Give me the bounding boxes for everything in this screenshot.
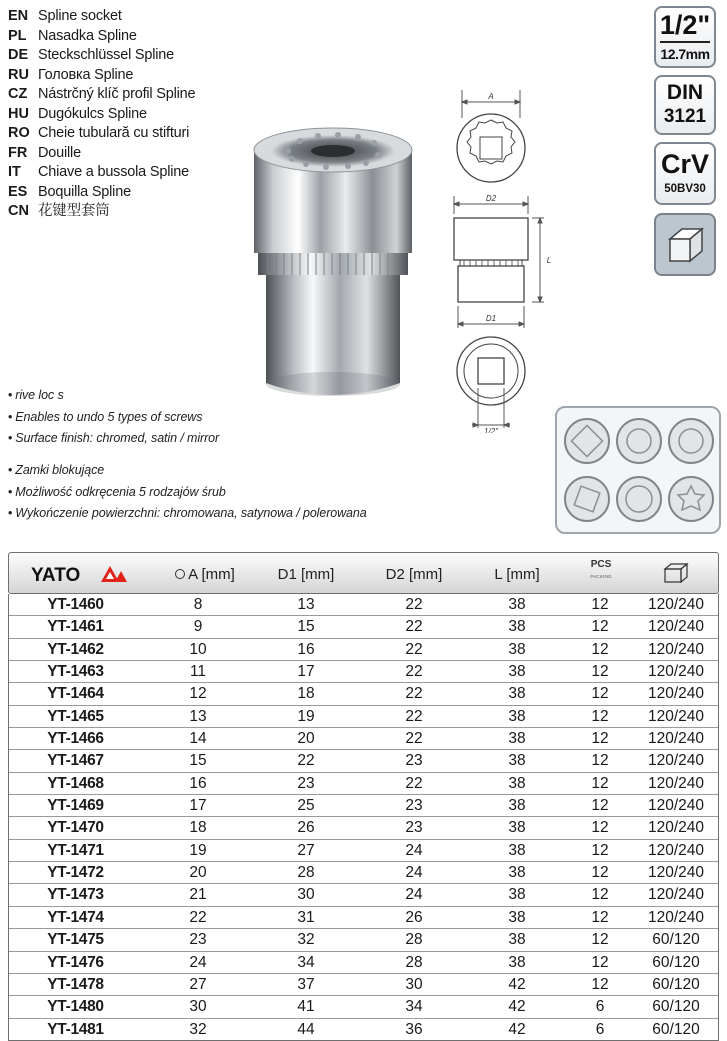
- cell-a: 18: [189, 819, 207, 837]
- bullet-dot-icon: •: [8, 506, 13, 520]
- language-code: ES: [8, 183, 28, 200]
- cell-a: 22: [189, 908, 207, 926]
- cell-d2: 24: [405, 886, 423, 904]
- cell-pcs: 12: [591, 886, 609, 904]
- product-code: YT-1466: [47, 730, 104, 748]
- product-table: [8, 552, 719, 1041]
- yato-logo-icon: [31, 562, 131, 586]
- cell-d2: 23: [405, 819, 423, 837]
- cell-packing: 120/240: [647, 730, 705, 748]
- language-row: [8, 66, 195, 86]
- cell-d2: 22: [405, 707, 423, 725]
- table-row: [9, 974, 718, 996]
- cell-pcs: 12: [591, 752, 609, 770]
- product-code: YT-1472: [47, 864, 104, 882]
- technical-drawings: [440, 88, 560, 433]
- product-code: YT-1463: [47, 663, 104, 681]
- cell-d1: 26: [297, 819, 315, 837]
- cell-d1: 28: [297, 864, 315, 882]
- cell-packing: 120/240: [647, 864, 705, 882]
- cell-l: 38: [508, 618, 526, 636]
- table-row: [9, 773, 718, 795]
- language-list: [8, 7, 195, 222]
- product-code: YT-1481: [47, 1020, 104, 1038]
- cell-l: 38: [508, 663, 526, 681]
- product-code: YT-1476: [47, 953, 104, 971]
- col-d2-header: D2 [mm]: [385, 566, 443, 583]
- product-code: YT-1467: [47, 752, 104, 770]
- cell-packing: 120/240: [647, 663, 705, 681]
- cell-l: 42: [508, 1020, 526, 1038]
- cell-a: 32: [189, 1020, 207, 1038]
- brand-name: YATO: [31, 565, 81, 586]
- language-name: Nasadka Spline: [38, 27, 137, 44]
- cell-packing: 120/240: [647, 596, 705, 613]
- cell-d1: 15: [297, 618, 315, 636]
- din-number: 3121: [663, 106, 707, 127]
- cell-l: 38: [508, 908, 526, 926]
- cell-l: 38: [508, 864, 526, 882]
- ring-icon: [175, 569, 185, 579]
- feature-bullet: [8, 482, 367, 504]
- cell-a: 27: [189, 975, 207, 993]
- language-code: CN: [8, 203, 29, 219]
- cell-l: 38: [508, 931, 526, 949]
- bullet-dot-icon: •: [8, 388, 13, 402]
- cell-a: 24: [189, 953, 207, 971]
- cell-d1: 34: [297, 953, 315, 971]
- cell-d1: 32: [297, 931, 315, 949]
- language-name: Chiave a bussola Spline: [38, 164, 189, 180]
- cell-packing: 60/120: [652, 975, 700, 993]
- cell-packing: 60/120: [652, 998, 700, 1016]
- cell-a: 30: [189, 998, 207, 1016]
- cell-packing: 120/240: [647, 685, 705, 703]
- din-standard-badge: [654, 75, 716, 135]
- cell-packing: 120/240: [647, 640, 705, 658]
- table-row: [9, 817, 718, 839]
- language-code: FR: [8, 144, 28, 161]
- cell-d2: 24: [405, 864, 423, 882]
- spline-profile-icons: [561, 412, 717, 530]
- cell-d2: 24: [405, 841, 423, 859]
- cell-a: 11: [189, 663, 207, 681]
- cell-pcs: 6: [595, 998, 605, 1016]
- cell-d2: 22: [405, 774, 423, 792]
- cell-l: 42: [508, 998, 526, 1016]
- col-d1-header: D1 [mm]: [277, 566, 335, 583]
- language-row: [8, 202, 195, 222]
- dim-drive-label: 1/2": [484, 427, 498, 433]
- drive-size-mm: 12.7mm: [660, 46, 710, 62]
- spline-socket-photo: [248, 125, 418, 400]
- cell-pcs: 12: [591, 908, 609, 926]
- cell-d2: 22: [405, 685, 423, 703]
- cell-d1: 18: [297, 685, 315, 703]
- cell-l: 38: [508, 640, 526, 658]
- product-code: YT-1478: [47, 975, 104, 993]
- product-code: YT-1470: [47, 819, 104, 837]
- cell-d2: 26: [405, 908, 423, 926]
- table-header: [8, 552, 719, 594]
- cell-a: 13: [189, 707, 207, 725]
- cell-d2: 22: [405, 596, 423, 613]
- language-code: IT: [8, 164, 21, 180]
- cell-packing: 120/240: [647, 618, 705, 636]
- language-row: [8, 85, 195, 105]
- bullet-dot-icon: •: [8, 463, 13, 477]
- product-code: YT-1480: [47, 998, 104, 1016]
- brand-logo: [31, 553, 131, 593]
- language-name: Nástrčný klíč profil Spline: [38, 86, 196, 102]
- language-name: Douille: [38, 144, 81, 161]
- cell-l: 38: [508, 953, 526, 971]
- language-code: RO: [8, 125, 30, 141]
- product-code: YT-1460: [47, 596, 104, 613]
- table-row: [9, 907, 718, 929]
- spline-profiles-panel: [555, 406, 721, 534]
- table-row: [9, 996, 718, 1018]
- cell-d1: 25: [297, 797, 315, 815]
- cell-packing: 120/240: [647, 752, 705, 770]
- table-row: [9, 594, 718, 616]
- dim-d1-label: D1: [485, 314, 497, 323]
- table-row: [9, 840, 718, 862]
- cell-d2: 28: [405, 953, 423, 971]
- cell-d1: 41: [297, 998, 315, 1016]
- feature-text: Możliwość odkręcenia 5 rodzajów śrub: [15, 484, 226, 499]
- cell-pcs: 12: [591, 618, 609, 636]
- table-row: [9, 929, 718, 951]
- cell-pcs: 12: [591, 797, 609, 815]
- language-row: [8, 46, 195, 66]
- feature-text: Enables to undo 5 types of screws: [15, 409, 203, 424]
- cell-a: 12: [189, 685, 207, 703]
- cell-d1: 16: [297, 640, 315, 658]
- cell-packing: 60/120: [652, 953, 700, 971]
- cell-a: 9: [193, 618, 203, 636]
- feature-bullet: [8, 428, 219, 450]
- cell-d2: 22: [405, 640, 423, 658]
- language-row: [8, 163, 195, 183]
- feature-bullet: [8, 460, 367, 482]
- product-code: YT-1465: [47, 707, 104, 725]
- finish-badge: [654, 213, 716, 276]
- table-row: [9, 706, 718, 728]
- cell-packing: 120/240: [647, 819, 705, 837]
- cell-l: 38: [508, 730, 526, 748]
- cell-packing: 120/240: [647, 774, 705, 792]
- dim-l-label: L: [546, 256, 552, 265]
- cell-d1: 20: [297, 730, 315, 748]
- table-row: [9, 750, 718, 772]
- cell-pcs: 12: [591, 730, 609, 748]
- feature-text: Zamki blokujące: [15, 463, 105, 477]
- product-code: YT-1474: [47, 908, 104, 926]
- drive-size-inch: 1/2": [659, 10, 711, 40]
- cell-a: 8: [193, 596, 203, 613]
- cell-a: 19: [189, 841, 207, 859]
- material-badge: [654, 142, 716, 205]
- language-row: [8, 7, 195, 27]
- cell-d2: 22: [405, 730, 423, 748]
- cell-d1: 13: [297, 596, 315, 613]
- dim-d2-label: D2: [485, 194, 497, 203]
- cell-d1: 22: [297, 752, 315, 770]
- language-name: Spline socket: [38, 8, 122, 24]
- cell-d2: 36: [405, 1020, 423, 1038]
- cell-a: 23: [189, 931, 207, 949]
- cell-l: 38: [508, 797, 526, 815]
- bullet-dot-icon: •: [8, 484, 13, 499]
- cell-d1: 17: [297, 663, 315, 681]
- cell-a: 10: [189, 640, 207, 658]
- cell-pcs: 12: [591, 640, 609, 658]
- language-name: Dugókulcs Spline: [38, 105, 147, 122]
- features-pl: [8, 460, 367, 525]
- cell-d1: 37: [297, 975, 315, 993]
- cell-packing: 120/240: [647, 908, 705, 926]
- material-grade: 50BV30: [664, 183, 706, 195]
- cell-d2: 22: [405, 663, 423, 681]
- table-row: [9, 1019, 718, 1040]
- cell-d2: 22: [405, 618, 423, 636]
- language-name: Cheie tubulară cu stifturi: [38, 125, 190, 141]
- cell-l: 38: [508, 707, 526, 725]
- table-row: [9, 728, 718, 750]
- product-code: YT-1471: [47, 841, 104, 859]
- cell-l: 38: [508, 774, 526, 792]
- bullet-dot-icon: •: [8, 431, 13, 445]
- cell-pcs: 12: [591, 953, 609, 971]
- cell-packing: 60/120: [652, 931, 700, 949]
- cell-d2: 30: [405, 975, 423, 993]
- language-code: PL: [8, 27, 27, 44]
- cell-l: 38: [508, 819, 526, 837]
- cube-icon: [666, 225, 706, 265]
- cell-pcs: 12: [591, 707, 609, 725]
- table-row: [9, 952, 718, 974]
- dim-a-label: A: [488, 92, 494, 101]
- language-row: [8, 183, 195, 203]
- table-row: [9, 884, 718, 906]
- cell-packing: 120/240: [647, 797, 705, 815]
- product-code: YT-1475: [47, 931, 104, 949]
- drive-size-badge: [654, 6, 716, 68]
- language-code: HU: [8, 105, 29, 122]
- cell-a: 17: [189, 797, 207, 815]
- pcs-sublabel: PACKING: [590, 574, 612, 579]
- language-row: [8, 27, 195, 47]
- cell-l: 38: [508, 841, 526, 859]
- material-label: CrV: [660, 149, 709, 179]
- language-code: EN: [8, 8, 29, 24]
- table-row: [9, 661, 718, 683]
- cell-pcs: 12: [591, 931, 609, 949]
- cell-pcs: 12: [591, 596, 609, 613]
- language-row: [8, 144, 195, 164]
- product-code: YT-1462: [47, 640, 104, 658]
- cell-d2: 23: [405, 752, 423, 770]
- cell-pcs: 12: [591, 663, 609, 681]
- cell-l: 38: [508, 886, 526, 904]
- feature-text: Surface finish: chromed, satin / mirror: [15, 431, 220, 445]
- cell-d2: 28: [405, 931, 423, 949]
- product-code: YT-1461: [47, 618, 104, 636]
- cell-l: 38: [508, 752, 526, 770]
- feature-text: rive loc s: [15, 388, 64, 402]
- language-code: CZ: [8, 86, 28, 102]
- cell-l: 38: [508, 685, 526, 703]
- language-row: [8, 124, 195, 144]
- pcs-label: PCS: [590, 559, 612, 570]
- cell-l: 42: [508, 975, 526, 993]
- din-label: DIN: [666, 81, 704, 104]
- product-code: YT-1469: [47, 797, 104, 815]
- col-a-label: A [mm]: [188, 566, 235, 583]
- product-code: YT-1473: [47, 886, 104, 904]
- table-row: [9, 683, 718, 705]
- cell-a: 20: [189, 864, 207, 882]
- feature-bullet: [8, 385, 219, 407]
- table-row: [9, 616, 718, 638]
- table-body: [8, 594, 719, 1041]
- cell-a: 16: [189, 774, 207, 792]
- cell-packing: 120/240: [647, 707, 705, 725]
- language-name: Головка Spline: [38, 66, 134, 83]
- table-row: [9, 862, 718, 884]
- package-box-icon: [663, 563, 689, 583]
- cell-a: 14: [189, 730, 207, 748]
- feature-bullet: [8, 503, 367, 525]
- col-l-header: L [mm]: [494, 566, 540, 583]
- cell-pcs: 12: [591, 685, 609, 703]
- cell-pcs: 12: [591, 774, 609, 792]
- cell-d2: 23: [405, 797, 423, 815]
- cell-d1: 23: [297, 774, 315, 792]
- cell-pcs: 12: [591, 975, 609, 993]
- cell-pcs: 12: [591, 841, 609, 859]
- cell-d1: 30: [297, 886, 315, 904]
- cell-d1: 31: [297, 908, 315, 926]
- cell-pcs: 12: [591, 864, 609, 882]
- language-name: Steckschlüssel Spline: [38, 47, 175, 63]
- cell-d2: 34: [405, 998, 423, 1016]
- cell-packing: 60/120: [652, 1020, 700, 1038]
- product-code: YT-1468: [47, 774, 104, 792]
- cell-packing: 120/240: [647, 841, 705, 859]
- table-row: [9, 795, 718, 817]
- language-code: RU: [8, 66, 29, 83]
- cell-d1: 27: [297, 841, 315, 859]
- table-row: [9, 639, 718, 661]
- col-a-header: [159, 553, 251, 593]
- language-name: 花键型套筒: [38, 203, 110, 219]
- bullet-dot-icon: •: [8, 409, 13, 424]
- language-name: Boquilla Spline: [38, 183, 131, 200]
- feature-bullet: [8, 407, 219, 429]
- cell-pcs: 6: [595, 1020, 605, 1038]
- language-code: DE: [8, 47, 29, 63]
- cell-a: 15: [189, 752, 207, 770]
- feature-text: Wykończenie powierzchni: chromowana, satynowa / polerowana: [15, 506, 367, 520]
- col-pcs-header: [583, 559, 619, 583]
- language-row: [8, 105, 195, 125]
- cell-l: 38: [508, 596, 526, 613]
- cell-d1: 19: [297, 707, 315, 725]
- features-en: [8, 385, 219, 450]
- cell-packing: 120/240: [647, 886, 705, 904]
- cell-a: 21: [189, 886, 207, 904]
- cell-pcs: 12: [591, 819, 609, 837]
- cell-d1: 44: [297, 1020, 315, 1038]
- product-code: YT-1464: [47, 685, 104, 703]
